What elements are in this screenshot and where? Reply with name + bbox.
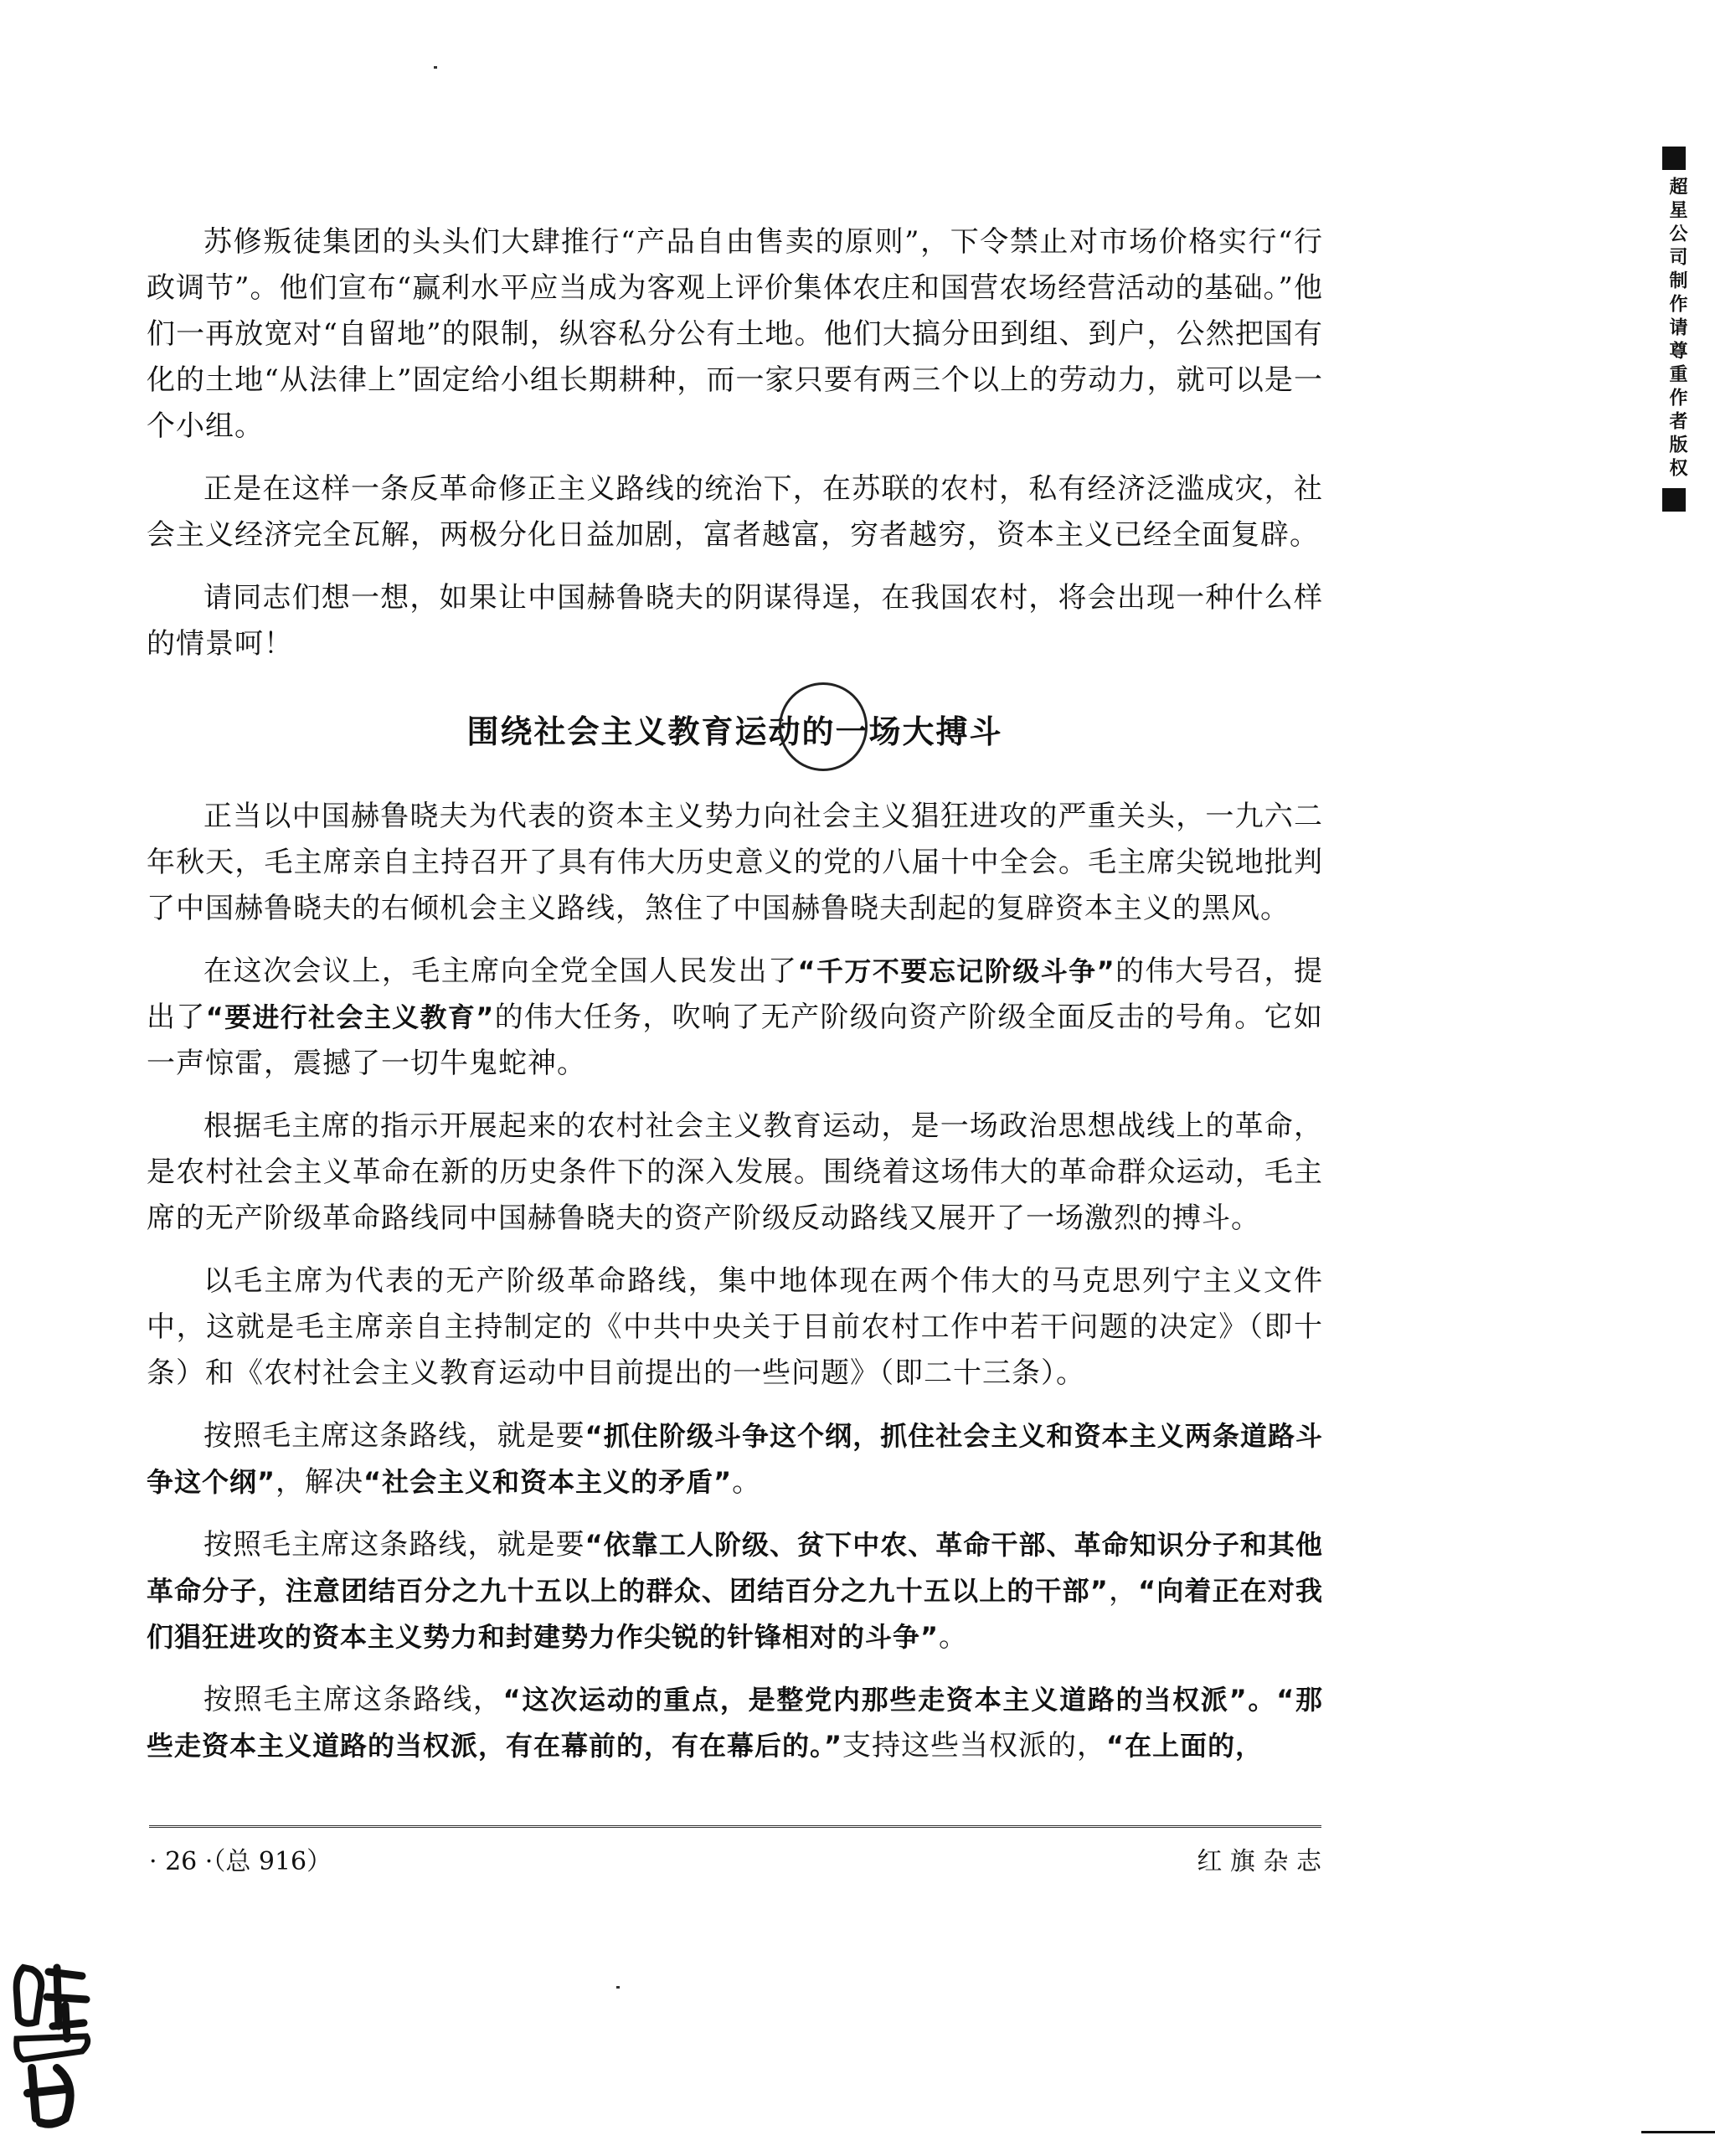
paragraph-5 — [147, 949, 1323, 1087]
sidebar-top-bar — [1662, 147, 1686, 170]
p10-text-c: 支持这些当权派的， — [842, 1729, 1107, 1762]
p8-quote-1: “抓住阶级斗争这个纲，抓住社会主义和资本主义两条道路斗争这个纲” — [147, 1420, 1323, 1498]
p10-quote-2: “在上面的， — [1106, 1730, 1264, 1762]
paragraph-6: 根据毛主席的指示开展起来的农村社会主义教育运动，是一场政治思想战线上的革命，是农村社会主义革命在新的历史条件下的深入发展。围绕着这场伟大的革命群众运动，毛主席的无产阶级革命路线同中国赫鲁晓夫的资产阶级反动路线又展开了一场激烈的搏斗。 — [147, 1109, 1323, 1235]
paragraph-3: 请同志们想一想，如果让中国赫鲁晓夫的阴谋得逞，在我国农村，将会出现一种什么样的情景呵！ — [147, 581, 1323, 661]
p8-text-c: ，解决 — [276, 1465, 364, 1499]
journal-name: 红 旗 杂 志 — [1197, 1847, 1321, 1876]
paragraph-1: 苏修叛徒集团的头头们大肆推行“产品自由售卖的原则”，下令禁止对市场价格实行“行政调节”。他们宣布“赢利水平应当成为客观上评价集体农庄和国营农场经营活动的基础。”他们一再放宽对“自留地”的限制，纵容私分公有土地。他们大搞分田到组、到户，公然把国有化的土地“从法律上”固定给小组长期耕种，而一家只要有两三个以上的劳动力，就可以是一个小组。 — [147, 225, 1323, 443]
page-footer — [149, 1840, 1321, 1877]
section-heading-text: 围绕社会主义教育运动的一场大搏斗 — [466, 713, 1003, 750]
p9-quote-1: “依靠工人阶级、贫下中农、革命干部、革命知识分子和其他革命分子，注意团结百分之九十五以上的群众、团结百分之九十五以上的干部” — [147, 1529, 1323, 1607]
p8-quote-2: “社会主义和资本主义的矛盾” — [363, 1466, 733, 1498]
watermark-sidebar — [1662, 147, 1691, 512]
p9-quote-2: “向着正在对我们猖狂进攻的资本主义势力和封建势力作尖锐的针锋相对的斗争” — [147, 1575, 1323, 1653]
section-heading — [147, 706, 1323, 752]
p8-text-e: 。 — [732, 1465, 762, 1499]
p9-text-c: ， — [1108, 1574, 1139, 1608]
p5-text-a: 在这次会议上，毛主席向全党全国人民发出了 — [203, 955, 798, 988]
paragraph-7: 以毛主席为代表的无产阶级革命路线，集中地体现在两个伟大的马克思列宁主义文件中，这就是毛主席亲自主持制定的《中共中央关于目前农村工作中若干问题的决定》（即十条）和《农村社会主义教育运动中目前提出的一些问题》（即二十三条）。 — [147, 1264, 1323, 1390]
paragraph-4: 正当以中国赫鲁晓夫为代表的资本主义势力向社会主义猖狂进攻的严重关头，一九六二年秋天，毛主席亲自主持召开了具有伟大历史意义的党的八届十中全会。毛主席尖锐地批判了中国赫鲁晓夫的右倾机会主义路线，煞住了中国赫鲁晓夫刮起的复辟资本主义的黑风。 — [147, 800, 1323, 925]
paragraph-9 — [147, 1522, 1323, 1660]
scan-speck — [434, 66, 437, 69]
paragraph-8 — [147, 1413, 1323, 1505]
scan-speck — [616, 1986, 620, 1989]
paragraph-2: 正是在这样一条反革命修正主义路线的统治下，在苏联的农村，私有经济泛滥成灾，社会主义经济完全瓦解，两极分化日益加剧，富者越富，穷者越穷，资本主义已经全面复辟。 — [147, 472, 1323, 552]
p8-text-a: 按照毛主席这条路线，就是要 — [203, 1419, 585, 1453]
p10-text-a: 按照毛主席这条路线， — [203, 1683, 503, 1716]
p5-text-c: 的伟大号召，提出了 — [147, 955, 1324, 1034]
corner-rule — [1641, 2131, 1715, 2133]
p5-quote-1: “千万不要忘记阶级斗争” — [797, 955, 1115, 987]
p5-quote-2: “要进行社会主义教育” — [205, 1001, 495, 1033]
p10-quote-1: “这次运动的重点，是整党内那些走资本主义道路的当权派”。“那些走资本主义道路的当权派，有在幕前的，有在幕后的。” — [147, 1684, 1323, 1762]
seal-stamp-icon — [7, 1959, 97, 2135]
p9-text-e: 。 — [939, 1620, 969, 1654]
watermark-text: 超星公司制作请尊重作者版权 — [1666, 177, 1687, 481]
p5-text-e: 的伟大任务，吹响了无产阶级向资产阶级全面反击的号角。它如一声惊雷，震撼了一切牛鬼蛇神。 — [147, 1001, 1323, 1080]
paragraph-10 — [147, 1677, 1323, 1769]
article-body — [147, 219, 1323, 1786]
footer-divider — [149, 1825, 1321, 1828]
sidebar-bottom-bar — [1662, 488, 1686, 512]
page-number: · 26 ·（总 916） — [149, 1847, 332, 1876]
hand-drawn-circle-mark — [779, 682, 868, 771]
p9-text-a: 按照毛主席这条路线，就是要 — [203, 1528, 585, 1562]
